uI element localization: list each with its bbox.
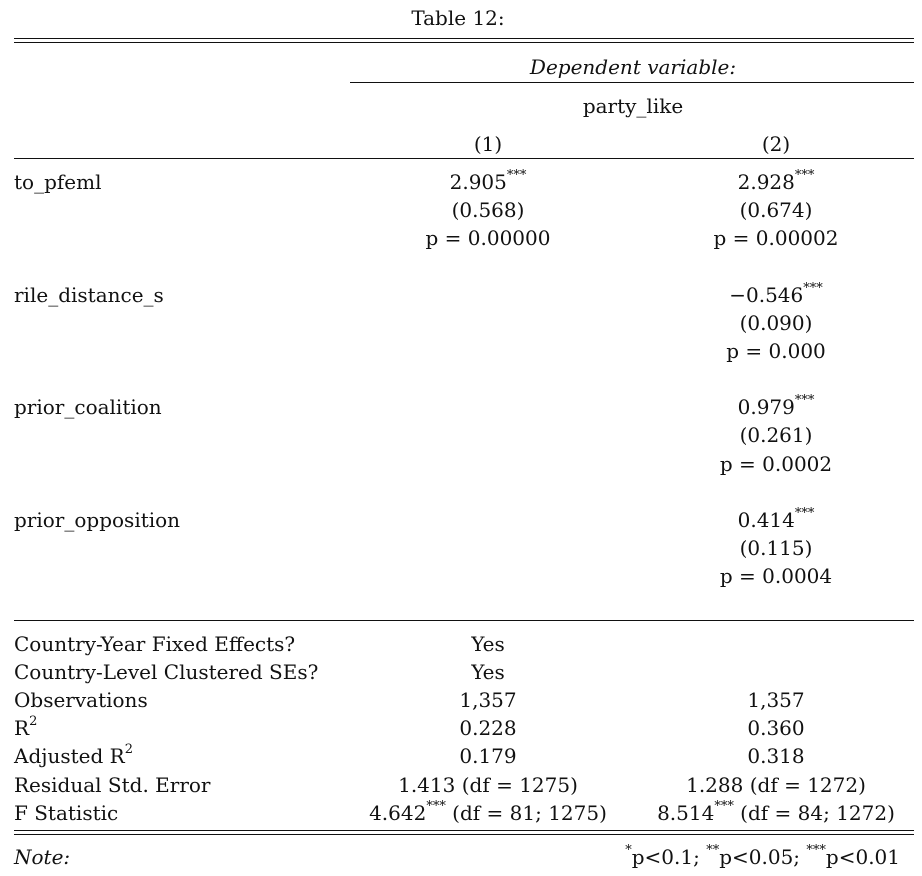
p-cell: p = 0.00000 <box>425 226 551 250</box>
se-cell: (0.090) <box>739 311 813 335</box>
dependent-variable-rule <box>350 82 914 83</box>
stat-value: 0.179 <box>459 744 517 768</box>
se-cell: (0.674) <box>739 198 813 222</box>
stat-value: 0.360 <box>747 716 805 740</box>
significance-note: *p<0.1; **p<0.05; ***p<0.01 <box>625 843 900 869</box>
stat-label-r2: $R^2$ <box>14 714 38 740</box>
stat-value: 0.318 <box>747 744 805 768</box>
row-label-rile-distance-s: rile_distance_s <box>14 283 164 307</box>
p-cell: p = 0.0002 <box>719 452 833 476</box>
bottom-rule-1 <box>14 830 914 831</box>
dependent-variable-name: party_like <box>582 94 684 118</box>
stat-value: 1,357 <box>459 688 517 712</box>
table-caption: Table 12: <box>411 6 505 30</box>
note-label: Note: <box>14 845 71 869</box>
stat-value: 4.642*** (df = 81; 1275) <box>369 799 607 825</box>
p-cell: p = 0.00002 <box>713 226 839 250</box>
stats-rule <box>14 620 914 621</box>
header-rule <box>14 158 914 159</box>
stat-label-clustered-ses: Country-Level Clustered SEs? <box>14 660 319 684</box>
se-cell: (0.261) <box>739 423 813 447</box>
stat-label-fixed-effects: Country-Year Fixed Effects? <box>14 632 296 656</box>
coef-cell: 0.979*** <box>737 393 815 419</box>
p-cell: p = 0.000 <box>726 339 826 363</box>
stat-value: Yes <box>471 632 505 656</box>
stat-label-f-statistic: F Statistic <box>14 801 119 825</box>
coef-cell: 2.905*** <box>449 168 527 194</box>
stat-value: 1,357 <box>747 688 805 712</box>
column-header-1: (1) <box>473 132 503 156</box>
stat-value: 1.288 (df = 1272) <box>686 773 866 797</box>
bottom-rule-2 <box>14 834 914 835</box>
stat-value: 0.228 <box>459 716 517 740</box>
stat-label-observations: Observations <box>14 688 148 712</box>
coef-cell: −0.546*** <box>729 281 823 307</box>
se-cell: (0.568) <box>451 198 525 222</box>
row-label-prior-opposition: prior_opposition <box>14 508 181 532</box>
top-rule-2 <box>14 42 914 43</box>
stat-value: 8.514*** (df = 84; 1272) <box>657 799 895 825</box>
row-label-prior-coalition: prior_coalition <box>14 395 162 419</box>
dependent-variable-label: Dependent variable: <box>529 55 737 79</box>
stat-value: Yes <box>471 660 505 684</box>
stat-label-adjusted-r2: Adjusted $R^2$ <box>14 742 133 768</box>
stat-value: 1.413 (df = 1275) <box>398 773 578 797</box>
coef-cell: 2.928*** <box>737 168 815 194</box>
se-cell: (0.115) <box>739 536 813 560</box>
p-cell: p = 0.0004 <box>719 564 833 588</box>
top-rule-1 <box>14 38 914 39</box>
row-label-to-pfeml: to_pfeml <box>14 170 102 194</box>
coef-cell: 0.414*** <box>737 506 815 532</box>
stat-label-residual-std-error: Residual Std. Error <box>14 773 211 797</box>
column-header-2: (2) <box>761 132 791 156</box>
